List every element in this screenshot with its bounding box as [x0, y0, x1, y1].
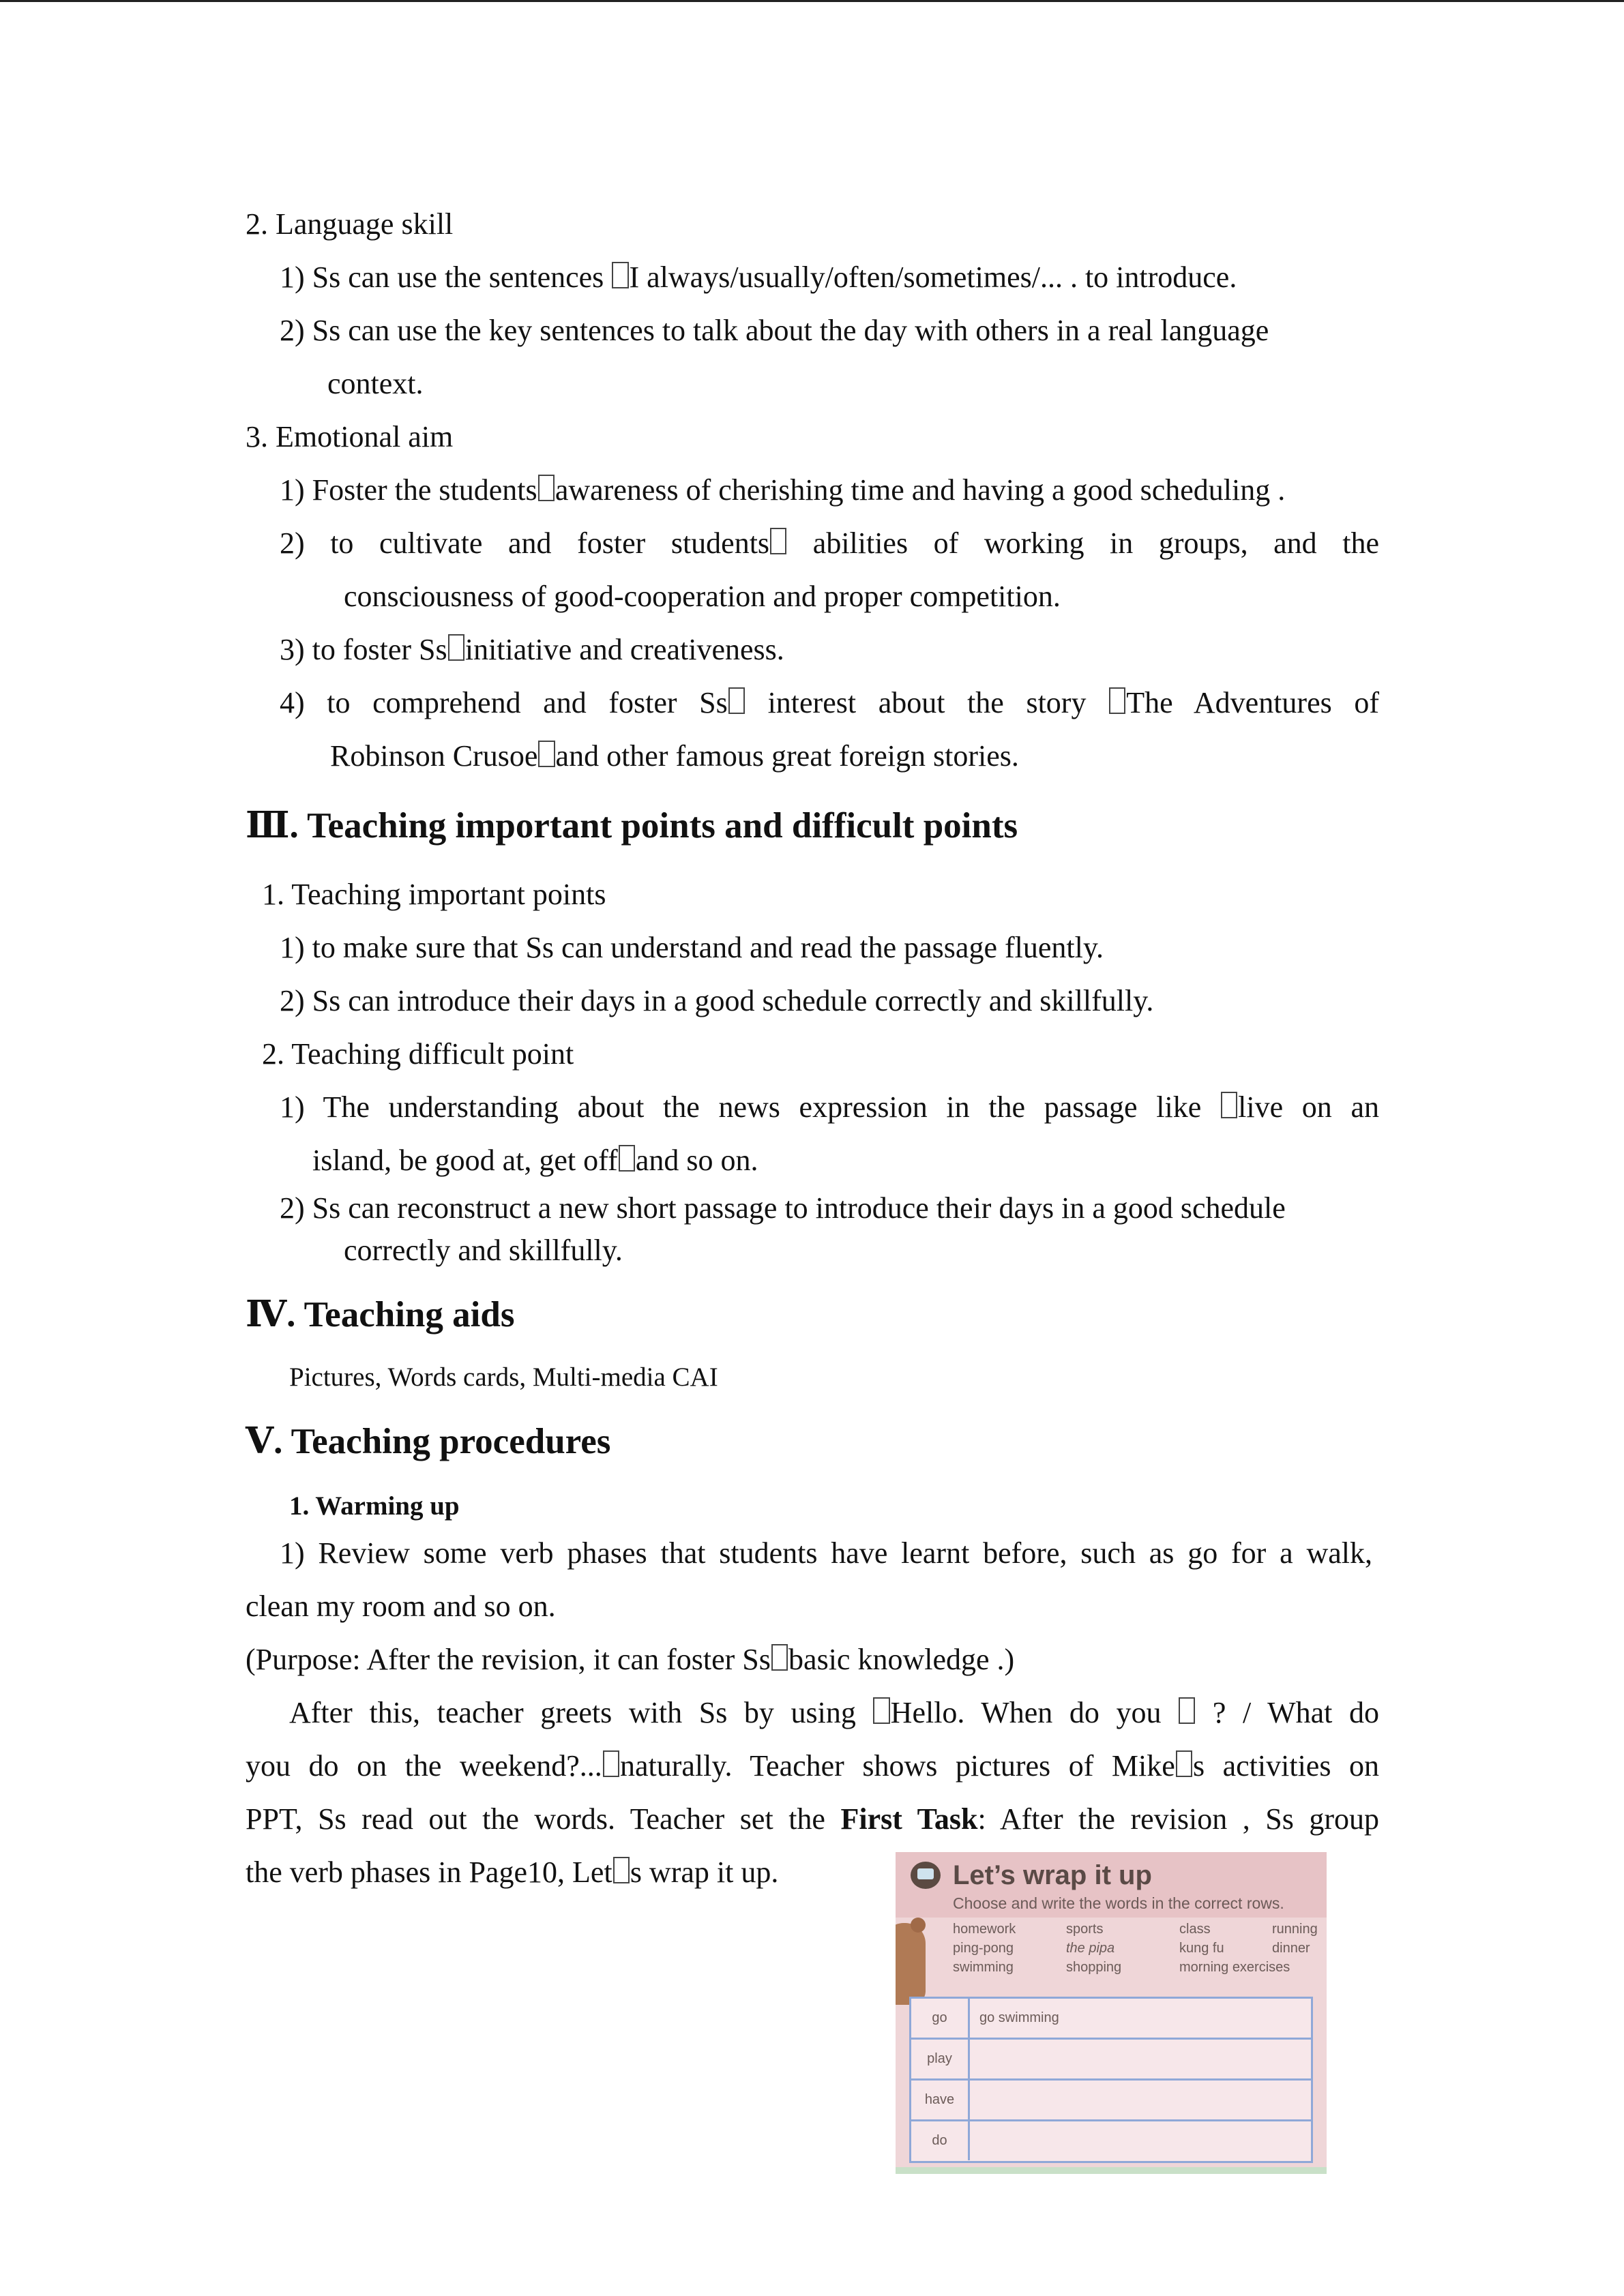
difficult-point-2-line-1: 2) Ss can reconstruct a new short passage to introduce their days in a good schedule: [280, 1191, 1286, 1225]
review-line-2: clean my room and so on.: [246, 1590, 556, 1623]
emotional-aim-item-1: 1) Foster the students awareness of cherishing time and having a good scheduling .: [280, 473, 1286, 507]
page-top-border: [0, 0, 1624, 2]
missing-glyph-box: [1109, 687, 1125, 715]
missing-glyph-box: [1179, 1697, 1195, 1725]
emotional-aim-item-2-line-1: 2) to cultivate and foster students abilities of working in groups, and the: [280, 526, 1379, 560]
teaching-aids-text: Pictures, Words cards, Multi-media CAI: [289, 1362, 718, 1392]
board-icon: [911, 1862, 941, 1889]
row-answer: go swimming: [979, 2010, 1059, 2025]
bear-ear: [911, 1918, 926, 1933]
row-label: play: [911, 2040, 970, 2078]
word-bank-item: kung fu: [1179, 1941, 1224, 1956]
procedure-para-line-3: PPT, Ss read out the words. Teacher set the First Task: After the revision , Ss group: [246, 1802, 1380, 1836]
table-row: [911, 2040, 1311, 2081]
missing-glyph-box: [771, 1644, 788, 1671]
heading-teaching-procedures: Ⅴ. Teaching procedures: [246, 1422, 611, 1461]
difficult-point-1-line-2: island, be good at, get off and so on.: [312, 1144, 758, 1177]
word-bank-item: shopping: [1066, 1960, 1122, 1975]
heading-teaching-aids: Ⅳ. Teaching aids: [246, 1295, 515, 1335]
word-bank-item: swimming: [953, 1960, 1014, 1975]
emotional-aim-item-4-line-2: Robinson Crusoe and other famous great foreign stories.: [330, 739, 1019, 773]
table-row: [911, 2121, 1311, 2162]
table-row: [911, 2081, 1311, 2121]
missing-glyph-box: [1221, 1092, 1237, 1119]
word-bank-item: ping-pong: [953, 1941, 1014, 1956]
warming-up-title: 1. Warming up: [289, 1491, 460, 1521]
row-label: go: [911, 1999, 970, 2038]
missing-glyph-box: [770, 528, 786, 555]
textbook-instruction: Choose and write the words in the correct rows.: [953, 1894, 1284, 1912]
section-emotional-aim-title: 3. Emotional aim: [246, 420, 454, 453]
important-points-title: 1. Teaching important points: [262, 878, 606, 911]
missing-glyph-box: [728, 687, 745, 715]
important-point-1: 1) to make sure that Ss can understand and read the passage fluently.: [280, 931, 1104, 964]
important-point-2: 2) Ss can introduce their days in a good schedule correctly and skillfully.: [280, 984, 1154, 1017]
answer-table: [909, 1997, 1313, 2163]
language-skill-item-2-line-1: 2) Ss can use the key sentences to talk about the day with others in a real language: [280, 314, 1269, 347]
missing-glyph-box: [613, 1857, 630, 1884]
difficult-point-title: 2. Teaching difficult point: [262, 1037, 574, 1071]
missing-glyph-box: [619, 1145, 635, 1172]
word-bank-item: class: [1179, 1922, 1211, 1937]
missing-glyph-box: [873, 1697, 889, 1725]
table-row: [911, 1999, 1311, 2040]
difficult-point-1-line-1: 1) The understanding about the news expression in the passage like live on an: [280, 1090, 1379, 1124]
image-bottom-strip: [896, 2167, 1327, 2174]
emotional-aim-item-4-line-1: 4) to comprehend and foster Ss interest about the story The Adventures of: [280, 686, 1379, 719]
word-bank-item: running: [1272, 1922, 1318, 1937]
missing-glyph-box: [603, 1750, 619, 1778]
review-line-1: 1) Review some verb phases that students have learnt before, such as go for a walk,: [280, 1536, 1372, 1570]
word-bank-item: homework: [953, 1922, 1016, 1937]
word-bank-item: dinner: [1272, 1941, 1310, 1956]
row-label: do: [911, 2121, 970, 2160]
procedure-para-line-2: you do on the weekend?... naturally. Teacher shows pictures of Mike s activities on: [246, 1749, 1379, 1783]
language-skill-item-2-line-2: context.: [327, 367, 424, 400]
language-skill-item-1: 1) Ss can use the sentences I always/usually/often/sometimes/... . to introduce.: [280, 260, 1237, 294]
row-label: have: [911, 2081, 970, 2119]
missing-glyph-box: [1176, 1750, 1192, 1778]
word-bank-item: morning exercises: [1179, 1960, 1290, 1975]
word-bank-item: sports: [1066, 1922, 1104, 1937]
missing-glyph-box: [612, 262, 628, 289]
heading-teaching-points: Ⅲ. Teaching important points and difficult points: [246, 806, 1018, 846]
emotional-aim-item-3: 3) to foster Ss initiative and creativeness.: [280, 633, 784, 666]
word-bank-item: the pipa: [1066, 1941, 1115, 1956]
procedure-para-line-4: the verb phases in Page10, Let s wrap it up.: [246, 1855, 779, 1889]
emotional-aim-item-2-line-2: consciousness of good-cooperation and proper competition.: [344, 580, 1061, 613]
purpose-line: (Purpose: After the revision, it can foster Ss basic knowledge .): [246, 1643, 1015, 1676]
missing-glyph-box: [538, 741, 555, 768]
missing-glyph-box: [538, 475, 555, 502]
bear-illustration: [896, 1923, 926, 2005]
procedure-para-line-1: After this, teacher greets with Ss by using Hello. When do you ? / What do: [289, 1696, 1379, 1729]
section-language-skill-title: 2. Language skill: [246, 207, 454, 241]
missing-glyph-box: [448, 634, 464, 661]
textbook-title: Let’s wrap it up: [953, 1860, 1152, 1890]
difficult-point-2-line-2: correctly and skillfully.: [344, 1234, 623, 1267]
textbook-wrap-it-up-image: [896, 1852, 1327, 2174]
